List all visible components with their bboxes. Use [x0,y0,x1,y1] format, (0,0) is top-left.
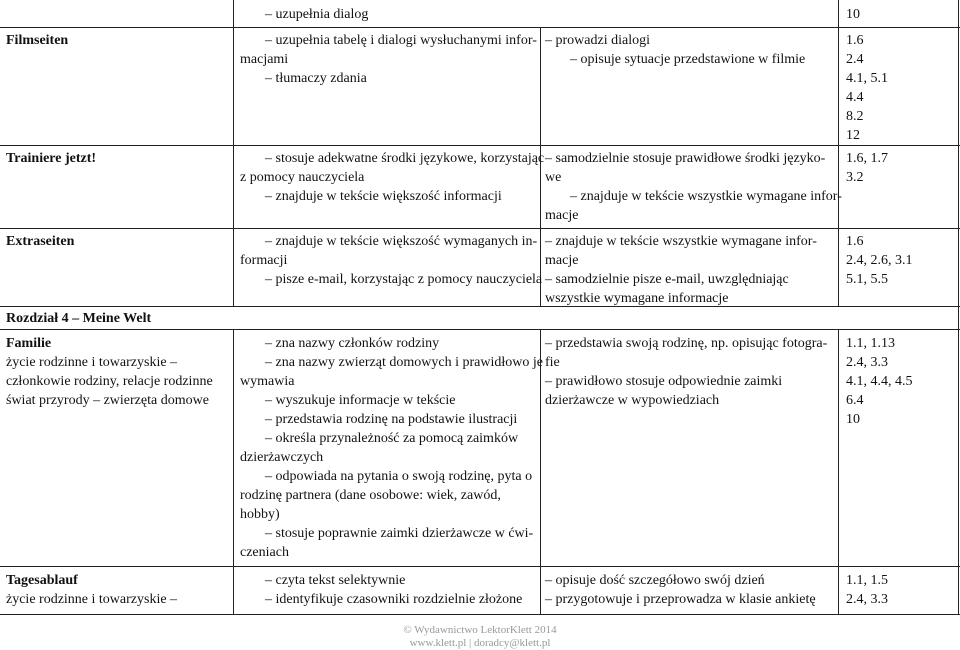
skill-line: dzierżawczych [240,450,324,465]
subject-cell [6,31,226,50]
standard-number: 3.2 [846,170,864,185]
skill-line: – uzupełnia dialog [265,7,369,22]
top-num-cell [846,5,860,24]
subject-title: Filmseiten [6,33,69,48]
skill-line: – opisuje sytuacje przedstawione w filmie [570,52,806,67]
skill-line: czeniach [240,545,289,560]
basic-skills-cell [240,31,535,88]
skill-line: – prawidłowo stosuje odpowiednie zaimki [545,374,783,389]
skill-line: – prowadzi dialogi [545,33,650,48]
contact-text: www.klett.pl | doradcy@klett.pl [409,637,551,649]
skill-line: macje [545,208,579,223]
standard-number: 1.1, 1.13 [846,336,895,351]
subject-title: Trainiere jetzt! [6,151,97,166]
standard-number: 2.4, 2.6, 3.1 [846,253,913,268]
publisher-footer [395,624,565,650]
standard-number: 6.4 [846,393,864,408]
standard-number: 1.6, 1.7 [846,151,888,166]
skill-line: wymawia [240,374,295,389]
column-divider [838,329,839,614]
basic-skills-cell [240,334,543,562]
row-divider [0,228,960,229]
standard-number: 2.4, 3.3 [846,592,888,607]
column-divider [233,329,234,614]
row-divider [0,329,960,330]
skill-line: – przedstawia swoją rodzinę, np. opisując fotogra- [545,336,828,351]
skill-line: – zna nazwy zwierząt domowych i prawidłowo je [265,355,543,370]
basic-skills-cell [240,571,535,609]
topic-line: członkowie rodziny, relacje rodzinne [6,374,213,389]
skill-line: – stosuje poprawnie zaimki dzierżawcze w ćwi- [265,526,534,541]
extended-skills-cell [545,149,842,225]
row-divider [0,27,960,28]
skill-line: z pomocy nauczyciela [240,170,365,185]
skill-line: – znajduje w tekście większość informacji [265,189,502,204]
skill-line: – odpowiada na pytania o swoją rodzinę, pyta o [265,469,533,484]
subject-cell [6,334,228,410]
skill-line: – samodzielnie stosuje prawidłowe środki języko- [545,151,826,166]
subject-title: Extraseiten [6,234,75,249]
row-divider [0,614,960,615]
column-divider [958,0,959,614]
skill-line: formacji [240,253,288,268]
standards-cell [846,334,956,429]
standard-number: 12 [846,128,860,143]
skill-line: – zna nazwy członków rodziny [265,336,440,351]
skill-line: – znajduje w tekście większość wymaganych in- [265,234,538,249]
standard-number: 4.1, 5.1 [846,71,888,86]
extended-skills-cell [545,571,835,609]
skill-line: macje [545,253,579,268]
standard-number: 10 [846,7,860,22]
skill-line: – przedstawia rodzinę na podstawie ilustracji [265,412,518,427]
topic-line: świat przyrody – zwierzęta domowe [6,393,209,408]
standards-cell [846,571,956,609]
skill-line: – stosuje adekwatne środki językowe, korzystając [265,151,545,166]
skill-line: – samodzielnie pisze e-mail, uwzględniając [545,272,789,287]
skill-line: hobby) [240,507,280,522]
standard-number: 1.1, 1.5 [846,573,888,588]
column-divider [233,0,234,306]
chapter-title: Rozdział 4 – Meine Welt [6,311,152,326]
skill-line: wszystkie wymagane informacje [545,291,729,306]
standard-number: 2.4 [846,52,864,67]
topic-line: życie rodzinne i towarzyskie – [6,355,178,370]
skill-line: – czyta tekst selektywnie [265,573,406,588]
subject-cell [6,149,226,168]
skill-line: macjami [240,52,289,67]
subject-cell [6,232,226,251]
extended-skills-cell [545,31,835,69]
skill-line: – tłumaczy zdania [265,71,367,86]
standards-cell [846,149,956,187]
standard-number: 1.6 [846,33,864,48]
standards-cell [846,232,956,289]
standard-number: 4.1, 4.4, 4.5 [846,374,913,389]
basic-skills-cell [240,232,543,289]
skill-line: – wyszukuje informacje w tekście [265,393,456,408]
skill-line: – przygotowuje i przeprowadza w klasie ankietę [545,592,816,607]
row-divider [0,566,960,567]
standard-number: 5.1, 5.5 [846,272,888,287]
extended-skills-cell [545,232,835,308]
top-skills-cell [240,5,540,24]
skill-line: – uzupełnia tabelę i dialogi wysłuchanymi infor- [265,33,537,48]
standard-number: 4.4 [846,90,864,105]
standard-number: 2.4, 3.3 [846,355,888,370]
copyright-text: © Wydawnictwo LektorKlett 2014 [403,624,557,636]
extended-skills-cell [545,334,835,410]
skill-line: dzierżawcze w wypowiedziach [545,393,720,408]
subject-cell [6,571,228,609]
subject-title: Tagesablauf [6,573,78,588]
skill-line: – opisuje dość szczegółowo swój dzień [545,573,765,588]
skill-line: we [545,170,562,185]
standards-cell [846,31,956,145]
column-divider [838,0,839,306]
row-divider [0,145,960,146]
basic-skills-cell [240,149,545,206]
skill-line: – pisze e-mail, korzystając z pomocy nauczyciela [265,272,543,287]
skill-line: – identyfikuje czasowniki rozdzielnie złożone [265,592,523,607]
skill-line: rodzinę partnera (dane osobowe: wiek, zawód, [240,488,501,503]
skill-line: – określa przynależność za pomocą zaimków [265,431,519,446]
chapter-heading [6,309,406,328]
subject-title: Familie [6,336,52,351]
standard-number: 10 [846,412,860,427]
skill-line: – znajduje w tekście wszystkie wymagane infor- [545,234,817,249]
topic-line: życie rodzinne i towarzyskie – [6,592,178,607]
skill-line: – znajduje w tekście wszystkie wymagane infor- [570,189,842,204]
standard-number: 1.6 [846,234,864,249]
skill-line: fie [545,355,560,370]
standard-number: 8.2 [846,109,864,124]
